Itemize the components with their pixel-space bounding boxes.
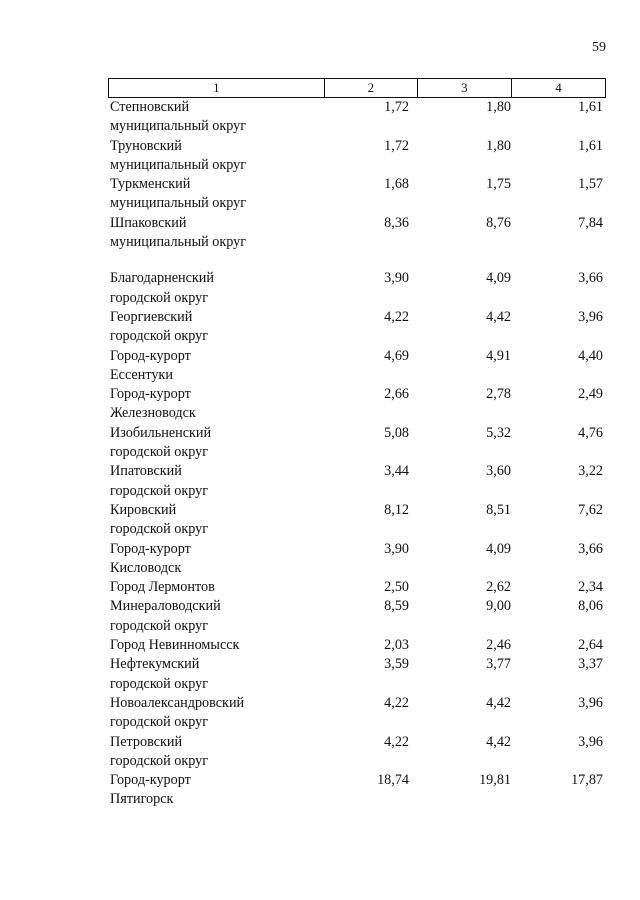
district-name-line: Нефтекумский [110,656,200,673]
value-cell-col-4: 7,84 [578,214,603,231]
district-name-line: городской округ [110,521,209,538]
district-name-line: Изобильненский [110,424,212,441]
district-name [108,347,325,386]
district-name-line: Кировский [110,501,177,518]
table-row [108,501,606,540]
value-cell-col-2: 5,08 [384,424,409,441]
value-cell-col-3: 4,42 [486,733,511,750]
table-row [108,655,606,694]
value-cell-col-3: 8,76 [486,214,511,231]
district-name-line: Степновский [110,99,190,115]
table-header [108,78,606,98]
district-name-line: Город-курорт [110,540,191,557]
value-cell-col-3: 9,00 [486,598,511,615]
district-name-line: Железноводск [110,405,196,422]
district-name [108,540,325,579]
district-name-line: муниципальный округ [110,156,247,173]
value-cell-col-4: 8,06 [578,598,603,615]
value-cell-col-3: 4,09 [486,540,511,557]
value-cell-col-4: 2,64 [578,637,603,654]
value-cell-col-4: 2,49 [578,386,603,403]
value-cell-col-2: 4,22 [384,694,409,711]
value-cell-col-4: 3,96 [578,733,603,750]
district-name [108,214,325,253]
district-name [108,694,325,733]
table-row [108,308,606,347]
column-header-4: 4 [555,80,562,95]
table-row [108,771,606,810]
district-name [108,385,325,424]
value-cell-col-2: 2,03 [384,637,409,654]
value-cell-col-2: 8,12 [384,501,409,518]
value-cell-col-3: 3,60 [486,463,511,480]
table-row [108,694,606,733]
district-name [108,733,325,772]
table-row [108,175,606,214]
value-cell-col-4: 1,57 [578,176,603,193]
table-row [108,597,606,636]
value-cell-col-4: 3,66 [578,270,603,287]
district-name [108,462,325,501]
table-row [108,347,606,386]
value-cell-col-3: 4,09 [486,270,511,287]
district-name [108,597,325,636]
district-name-line: муниципальный округ [110,118,247,135]
value-cell-col-3: 3,77 [486,656,511,673]
value-cell-col-4: 17,87 [571,772,603,789]
district-name [108,655,325,694]
table-row [108,636,606,655]
table-row [108,578,606,597]
value-cell-col-2: 2,50 [384,579,409,596]
value-cell-col-3: 2,62 [486,579,511,596]
value-cell-col-4: 3,96 [578,694,603,711]
district-name-line: муниципальный округ [110,195,247,212]
district-name-line: Город Невинномысск [110,637,240,654]
district-name-line: Пятигорск [110,791,174,808]
district-name-line: Новоалександровский [110,694,245,711]
value-cell-col-3: 4,42 [486,694,511,711]
district-name [108,137,325,176]
district-name-line: Шпаковский [110,214,187,231]
district-name-line: Город-курорт [110,347,191,364]
table-row [108,385,606,424]
table-row [108,424,606,463]
value-cell-col-2: 8,59 [384,598,409,615]
value-cell-col-3: 1,80 [486,137,511,154]
district-name-line: Петровский [110,733,183,750]
column-header-3: 3 [418,79,512,97]
district-name-line: муниципальный округ [110,234,247,251]
value-cell-col-4: 3,37 [578,656,603,673]
value-cell-col-2: 3,90 [384,540,409,557]
value-cell-col-2: 2,66 [384,386,409,403]
district-name [108,578,325,597]
district-name-line: Туркменский [110,176,191,193]
value-cell-col-2: 1,72 [384,99,409,115]
page-number: 59 [592,40,606,55]
district-name-line: Георгиевский [110,308,193,325]
district-name-line: городской округ [110,289,209,306]
table-row [108,733,606,772]
value-cell-col-2: 3,90 [384,270,409,287]
value-cell-col-4: 7,62 [578,501,603,518]
district-name-line: городской округ [110,675,209,692]
district-name-line: Ипатовский [110,463,182,480]
value-cell-col-3: 4,91 [486,347,511,364]
value-cell-col-3: 2,46 [486,637,511,654]
district-name [108,175,325,214]
table-row [108,269,606,308]
value-cell-col-2: 18,74 [377,772,409,789]
value-cell-col-3: 19,81 [479,772,511,789]
value-cell-col-3: 4,42 [486,308,511,325]
column-header-1: 1 [109,79,325,97]
district-name [108,501,325,540]
value-cell-col-2: 3,59 [384,656,409,673]
district-name-line: городской округ [110,444,209,461]
data-table [108,78,606,810]
value-cell-col-3: 8,51 [486,501,511,518]
value-cell-col-2: 1,68 [384,176,409,193]
district-name [108,771,325,810]
value-cell-col-2: 4,22 [384,308,409,325]
value-cell-col-3: 1,75 [486,176,511,193]
value-cell-col-4: 1,61 [578,99,603,115]
value-cell-col-2: 4,69 [384,347,409,364]
district-name-line: городской округ [110,482,209,499]
value-cell-col-3: 5,32 [486,424,511,441]
value-cell-col-2: 3,44 [384,463,409,480]
district-name-line: городской округ [110,714,209,731]
district-name-line: городской округ [110,752,209,769]
table-row [108,137,606,176]
table-row [108,98,606,137]
value-cell-col-3: 2,78 [486,386,511,403]
value-cell-col-2: 1,72 [384,137,409,154]
value-cell-col-4: 4,40 [578,347,603,364]
district-name-line: Благодарненский [110,270,214,287]
table-row [108,540,606,579]
table-body [108,98,606,810]
value-cell-col-4: 2,34 [578,579,603,596]
value-cell-col-4: 3,22 [578,463,603,480]
district-name-line: Город Лермонтов [110,579,215,596]
table-row [108,214,606,253]
district-name [108,308,325,347]
district-name-line: Минераловодский [110,598,221,615]
value-cell-col-4: 3,96 [578,308,603,325]
district-name-line: Кисловодск [110,559,182,576]
value-cell-col-3: 1,80 [486,99,511,115]
district-name-line: Труновский [110,137,182,154]
value-cell-col-4: 3,66 [578,540,603,557]
district-name [108,636,325,655]
value-cell-col-2: 8,36 [384,214,409,231]
district-name [108,98,325,137]
district-name-line: городской округ [110,328,209,345]
district-name-line: городской округ [110,617,209,634]
value-cell-col-2: 4,22 [384,733,409,750]
group-separator [108,252,606,269]
district-name-line: Ессентуки [110,366,173,383]
district-name [108,424,325,463]
district-name-line: Город-курорт [110,772,191,789]
column-header-2: 2 [325,79,418,97]
table-row [108,462,606,501]
value-cell-col-4: 1,61 [578,137,603,154]
district-name [108,269,325,308]
district-name-line: Город-курорт [110,386,191,403]
value-cell-col-4: 4,76 [578,424,603,441]
